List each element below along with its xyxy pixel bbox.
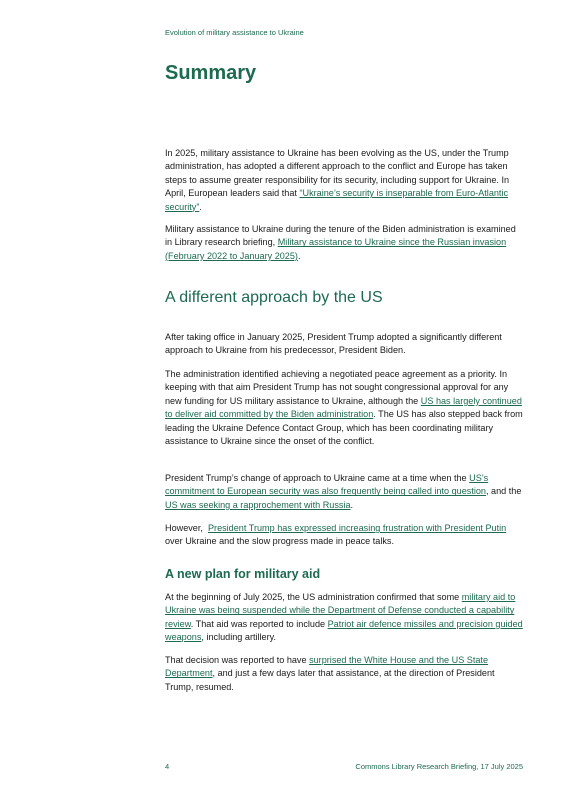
page-title: Summary xyxy=(165,62,257,84)
text: That decision was reported to have xyxy=(165,655,310,665)
text: . xyxy=(199,201,202,212)
text: , and just a few days later that assistance, at the direction of President Trump, resumed. xyxy=(165,668,495,692)
text: However, xyxy=(165,523,208,533)
link-us-continued-aid[interactable]: US has largely continued to deliver aid committed by the Biden administration xyxy=(165,395,522,420)
link-surprised-white-house[interactable]: surprised the White House and the US State Department xyxy=(165,655,489,679)
text: , and the xyxy=(485,486,522,497)
subsection-heading-new-plan: A new plan for military aid xyxy=(165,567,321,581)
link-rapprochement-russia[interactable]: US was seeking a rapprochement with Russia xyxy=(165,499,351,510)
section2-paragraph-2 xyxy=(165,654,525,694)
section1-paragraph-3 xyxy=(165,472,525,512)
text: President Trump’s change of approach to Ukraine came at a time when the xyxy=(165,473,470,483)
section-heading-different-approach: A different approach by the US xyxy=(165,289,383,306)
section2-paragraph-1 xyxy=(165,591,525,645)
summary-paragraph-1 xyxy=(165,147,525,214)
link-patriot-missiles[interactable]: Patriot air defence missiles and precision guided weapons xyxy=(165,618,523,643)
page-number: 4 xyxy=(165,762,170,771)
text: . xyxy=(350,499,354,510)
footer-publication: Commons Library Research Briefing, 17 July 2025 xyxy=(355,762,523,771)
text: over Ukraine and the slow progress made in peace talks. xyxy=(165,536,394,547)
text: , including artillery. xyxy=(201,632,277,643)
link-trump-frustration-putin[interactable]: President Trump has expressed increasing frustration with President Putin xyxy=(207,523,507,533)
text: In 2025, military assistance to Ukraine has been evolving as the US, under the Trump administration, has adopted a different approach to the conflict and Europe has taken steps to assume greater responsibility for its security, including support for Ukraine. In April, European leaders said that xyxy=(165,148,510,199)
section1-paragraph-2 xyxy=(165,368,525,448)
text: Military assistance to Ukraine during the tenure of the Biden administration is examined in Library research briefing, xyxy=(165,224,516,248)
section1-paragraph-4 xyxy=(165,522,525,549)
text: The administration identified achieving a negotiated peace agreement as a priority. In keeping with that aim President Trump has not sought congressional approval for any new funding for US military assistance to Ukraine, although the xyxy=(165,369,509,406)
link-euro-atlantic-security[interactable]: “Ukraine’s security is inseparable from Euro-Atlantic security” xyxy=(165,188,509,212)
text: . That aid was reported to include xyxy=(190,618,328,629)
summary-paragraph-2 xyxy=(165,223,525,263)
link-aid-suspended[interactable]: military aid to Ukraine was being suspended while the Department of Defense conducted a capability review xyxy=(165,592,516,629)
link-us-commitment-european-security[interactable]: US’s commitment to European security was also frequently being called into question xyxy=(165,473,489,497)
text: . The US has also stepped back from leading the Ukraine Defence Contact Group, which has been coordinating military assistance to Ukraine since the onset of the conflict. xyxy=(165,409,523,447)
text: After taking office in January 2025, President Trump adopted a significantly different approach to Ukraine from his predecessor, President Biden. xyxy=(165,332,502,356)
link-military-assistance-briefing[interactable]: Military assistance to Ukraine since the Russian invasion (February 2022 to January 2025) xyxy=(165,237,507,261)
text: . xyxy=(297,250,301,261)
text: At the beginning of July 2025, the US administration confirmed that some xyxy=(165,592,462,602)
running-header: Evolution of military assistance to Ukraine xyxy=(165,28,304,37)
section1-paragraph-1 xyxy=(165,331,525,358)
